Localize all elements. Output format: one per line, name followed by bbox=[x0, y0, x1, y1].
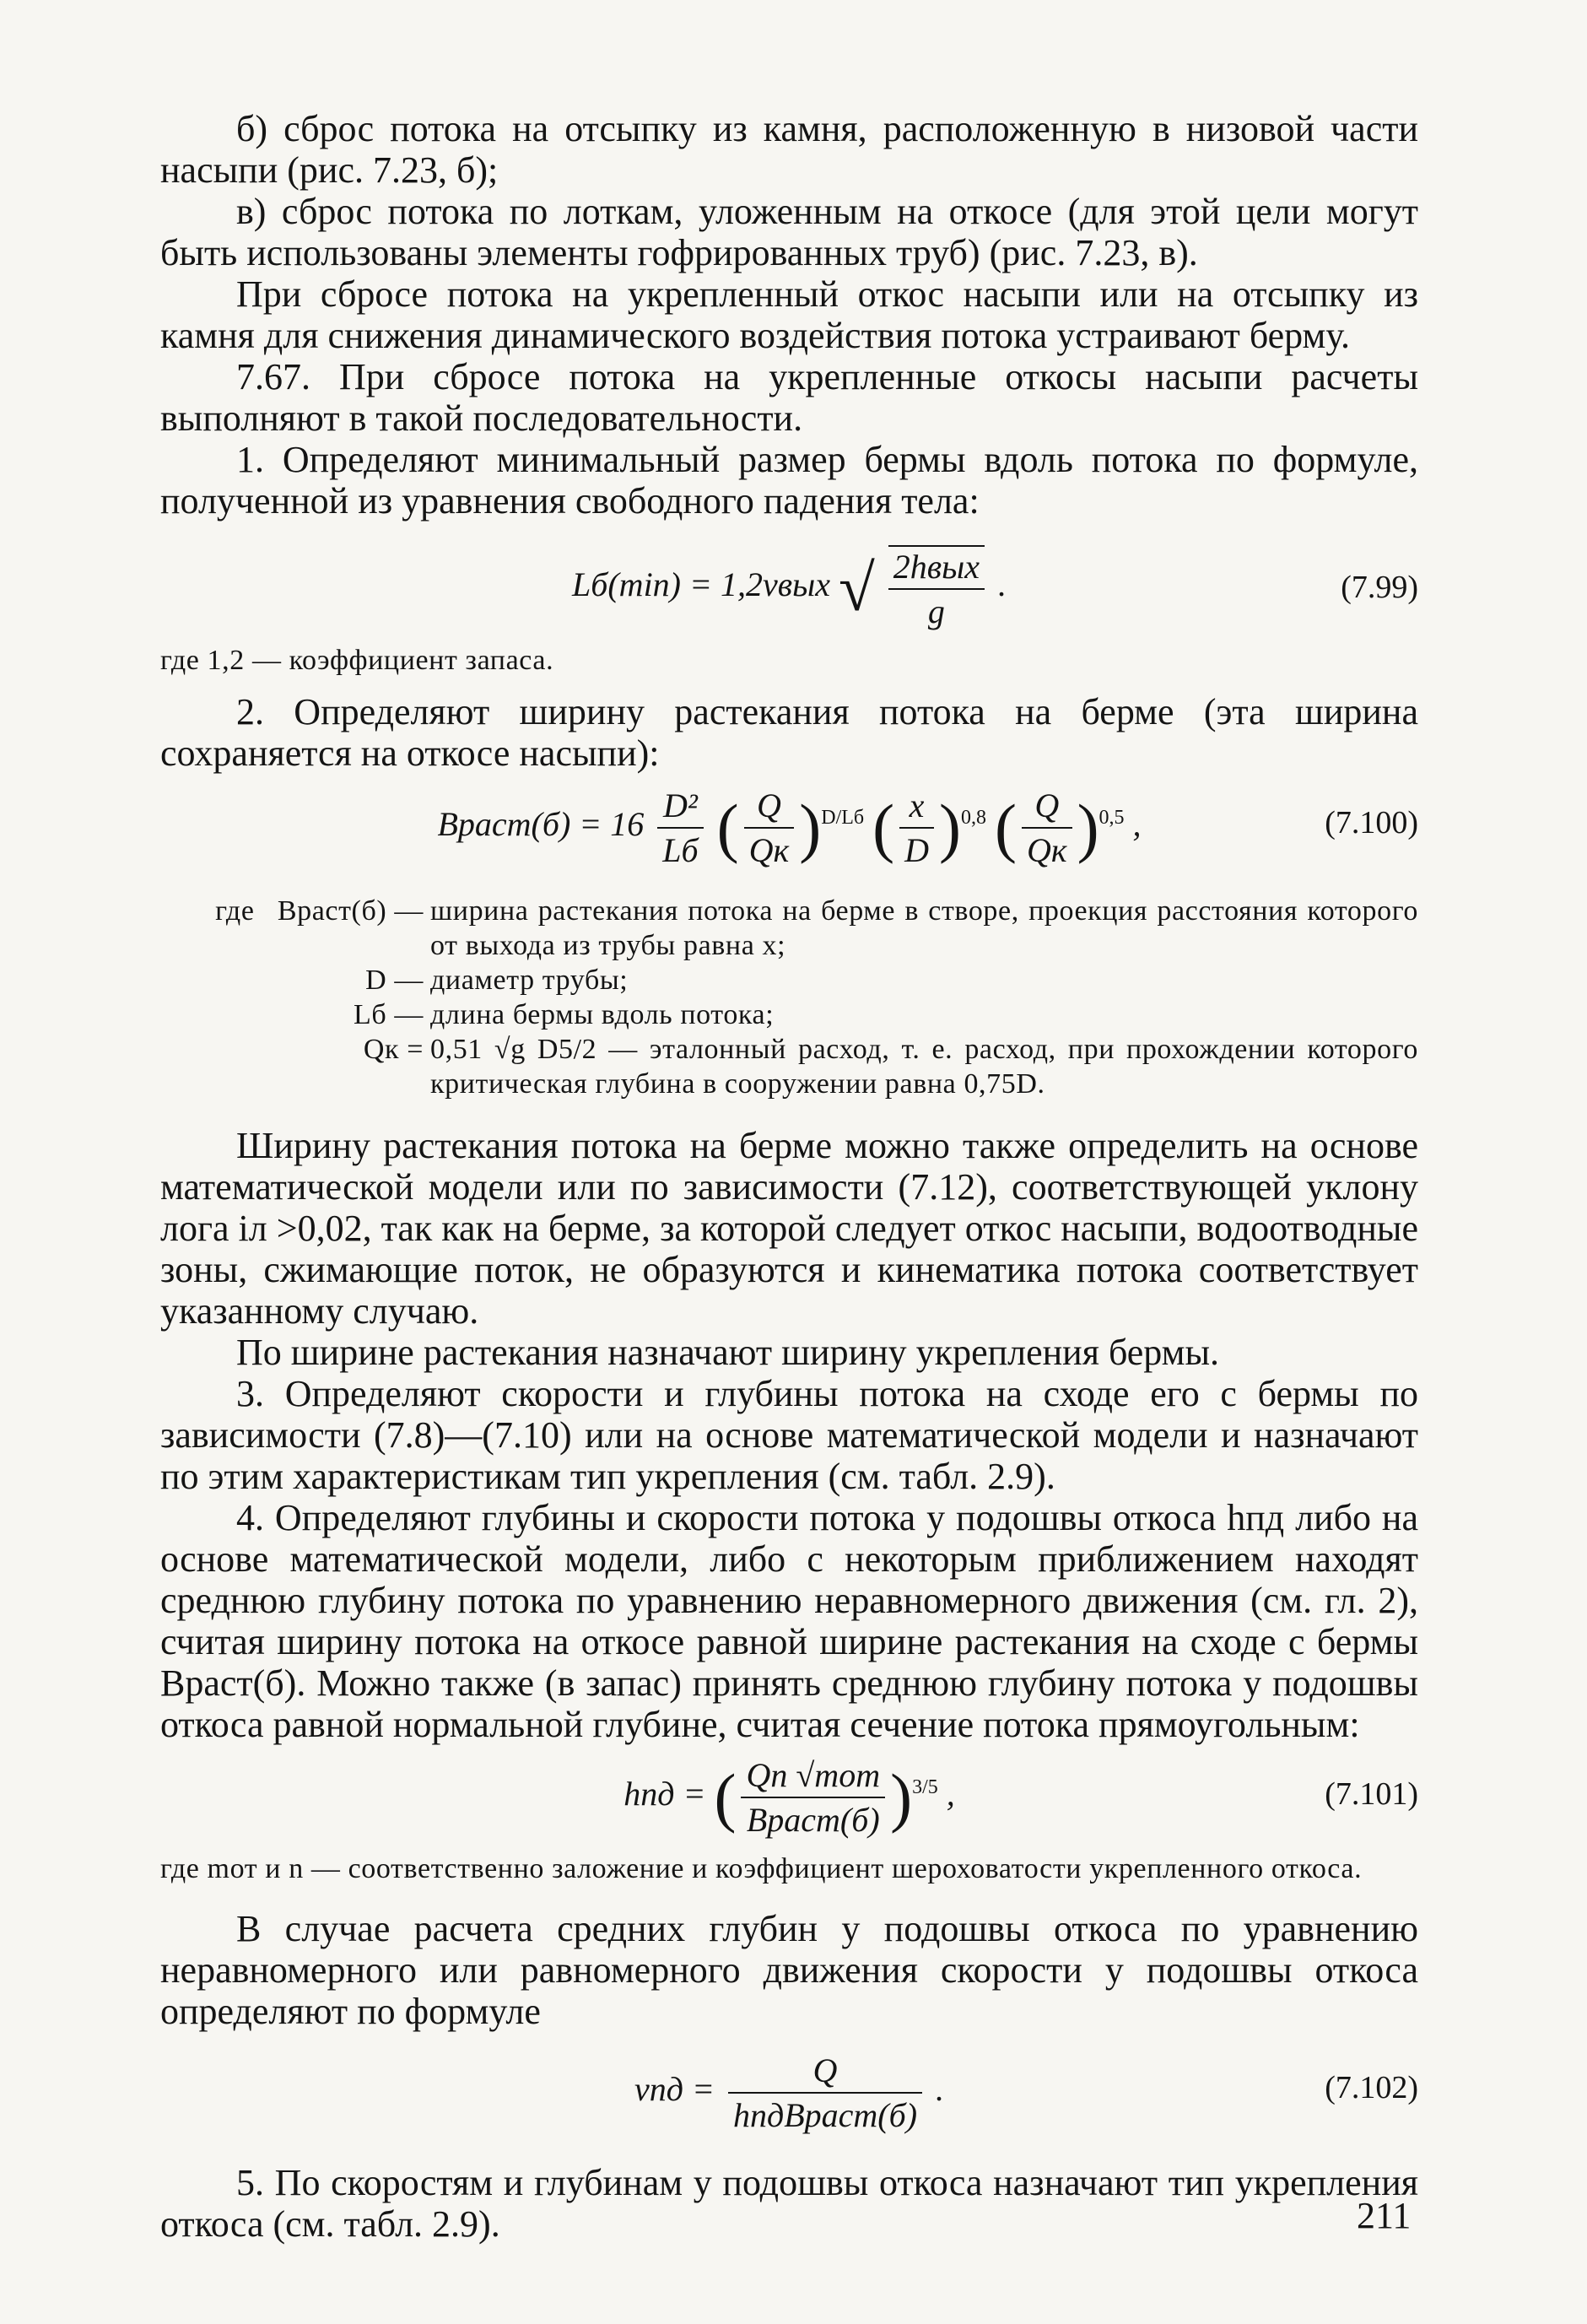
symbol-glossary bbox=[160, 894, 1418, 1101]
fraction bbox=[744, 786, 795, 870]
fraction-denominator: Qк bbox=[1026, 831, 1067, 869]
gloss-text: ширина растекания потока на берме в створе, проекция расстояния которого от выхода из трубы равна x; bbox=[430, 895, 1418, 961]
formula-lhs: hпд = bbox=[623, 1775, 706, 1813]
gloss-text: 0,51 √g D5/2 — эталонный расход, т. е. расход, при прохождении которого критическая глубина в сооружении равна 0,75D. bbox=[430, 1034, 1418, 1100]
paragraph: 4. Определяют глубины и скорости потока у подошвы откоса hпд либо на основе математической модели, либо с некоторым приближением находят среднюю глубину потока по уравнению неравномерного движения (см. гл. 2), считая ширину потока на откосе равной ширине растекания на сходе с бермы Bраст(б). Можно также (в запас) принять среднюю глубину потока у подошвы откоса равной нормальной глубине, считая сечение потока прямоугольным: bbox=[160, 1497, 1418, 1745]
paren-open: ( bbox=[872, 790, 895, 864]
gloss-key bbox=[160, 894, 430, 963]
fraction-numerator: Q bbox=[728, 2051, 922, 2094]
paragraph: 1. Определяют минимальный размер бермы вдоль потока по формуле, полученной из уравнения свободного падения тела: bbox=[160, 439, 1418, 522]
sqrt-sign: √ bbox=[838, 550, 875, 624]
fraction-numerator: Qn √mот bbox=[741, 1755, 885, 1798]
exponent: 0,5 bbox=[1098, 806, 1125, 829]
fraction-denominator: Lб bbox=[662, 831, 699, 869]
gloss-key: Qк = bbox=[363, 1034, 424, 1065]
fraction-denominator: Bраст(б) bbox=[746, 1801, 880, 1839]
page-number: 211 bbox=[1357, 2195, 1412, 2236]
exponent: D/Lб bbox=[821, 806, 865, 829]
formula-7-99 bbox=[160, 537, 1418, 636]
gloss-key: D — bbox=[365, 965, 424, 996]
paragraph: 3. Определяют скорости и глубины потока на сходе его с бермы по зависимости (7.8)—(7.10) или на основе математической модели и назначают по этим характеристикам тип укрепления (см. табл. 2.9). bbox=[160, 1373, 1418, 1497]
paren-open: ( bbox=[716, 790, 739, 864]
formula-number: (7.102) bbox=[1325, 2070, 1418, 2105]
formula-number: (7.100) bbox=[1325, 805, 1418, 840]
fraction-numerator: x bbox=[899, 786, 934, 829]
fraction-numerator: D² bbox=[657, 786, 703, 829]
fraction-numerator: Q bbox=[744, 786, 795, 829]
fraction-denominator: g bbox=[927, 592, 945, 630]
paren-open: ( bbox=[994, 790, 1017, 864]
fraction bbox=[899, 786, 934, 870]
fraction-denominator: Qк bbox=[748, 831, 790, 869]
formula-tail: . bbox=[936, 2070, 945, 2109]
gloss-text: диаметр трубы; bbox=[430, 965, 629, 996]
gloss-key: Lб — bbox=[354, 999, 424, 1030]
fraction-numerator: Q bbox=[1022, 786, 1072, 829]
fraction-denominator: D bbox=[904, 831, 929, 869]
fraction bbox=[1022, 786, 1072, 870]
paragraph: 2. Определяют ширину растекания потока на берме (эта ширина сохраняется на откосе насыпи): bbox=[160, 691, 1418, 774]
formula-lhs: Lб(min) = 1,2vвых bbox=[572, 565, 830, 604]
fraction bbox=[741, 1755, 885, 1840]
exponent: 3/5 bbox=[912, 1775, 938, 1798]
gloss-lead: где bbox=[215, 895, 255, 927]
paren-close: ) bbox=[938, 790, 961, 864]
paren-close: ) bbox=[799, 790, 822, 864]
paren-close: ) bbox=[890, 1759, 913, 1834]
formula-number: (7.99) bbox=[1341, 570, 1418, 605]
paren-open: ( bbox=[714, 1759, 737, 1834]
paragraph: Ширину растекания потока на берме можно также определить на основе математической модели или по зависимости (7.12), соответствующей уклону лога iл >0,02, так как на берме, за которой следует откос насыпи, водоотводные зоны, сжимающие поток, не образуются и кинематика потока соответствует указанному случаю. bbox=[160, 1125, 1418, 1332]
formula-lhs: Bраст(б) = 16 bbox=[437, 805, 645, 844]
paragraph: По ширине растекания назначают ширину укрепления бермы. bbox=[236, 1332, 1220, 1373]
note: где 1,2 — коэффициент запаса. bbox=[160, 645, 554, 676]
formula-7-100 bbox=[160, 781, 1418, 882]
fraction-denominator: hпдBраст(б) bbox=[732, 2096, 918, 2134]
paragraph: В случае расчета средних глубин у подошвы откоса по уравнению неравномерного или равномерного движения скорости у подошвы откоса определяют по формуле bbox=[160, 1908, 1418, 2032]
paragraph: 5. По скоростям и глубинам у подошвы откоса назначают тип укрепления откоса (см. табл. 2.9). bbox=[160, 2162, 1418, 2245]
formula-tail: . bbox=[998, 565, 1007, 604]
paragraph: При сбросе потока на укрепленный откос насыпи или на отсыпку из камня для снижения динамического воздействия потока устраивают берму. bbox=[160, 273, 1418, 356]
fraction bbox=[728, 2051, 922, 2135]
exponent: 0,8 bbox=[960, 806, 986, 829]
paren-close: ) bbox=[1077, 790, 1099, 864]
paragraph: в) сброс потока по лоткам, уложенным на откосе (для этой цели могут быть использованы элементы гофрированных труб) (рис. 7.23, в). bbox=[160, 191, 1418, 273]
formula-lhs: vпд = bbox=[634, 2070, 715, 2109]
formula-tail: , bbox=[946, 1775, 955, 1813]
fraction bbox=[657, 786, 703, 870]
fraction-numerator: 2hвых bbox=[888, 547, 985, 590]
gloss-symbol: Bраст(б) — bbox=[277, 895, 424, 927]
formula-number: (7.101) bbox=[1325, 1776, 1418, 1812]
formula-7-102 bbox=[160, 2047, 1418, 2145]
fraction bbox=[888, 545, 985, 631]
note: где mот и n — соответственно заложение и коэффициент шероховатости укрепленного откоса. bbox=[160, 1853, 1363, 1884]
paragraph: 7.67. При сбросе потока на укрепленные откосы насыпи расчеты выполняют в такой последовательности. bbox=[160, 356, 1418, 439]
formula-tail: , bbox=[1132, 805, 1142, 844]
gloss-text: длина бермы вдоль потока; bbox=[430, 999, 775, 1030]
paragraph: б) сброс потока на отсыпку из камня, расположенную в низовой части насыпи (рис. 7.23, б); bbox=[160, 108, 1418, 191]
formula-7-101 bbox=[160, 1754, 1418, 1846]
